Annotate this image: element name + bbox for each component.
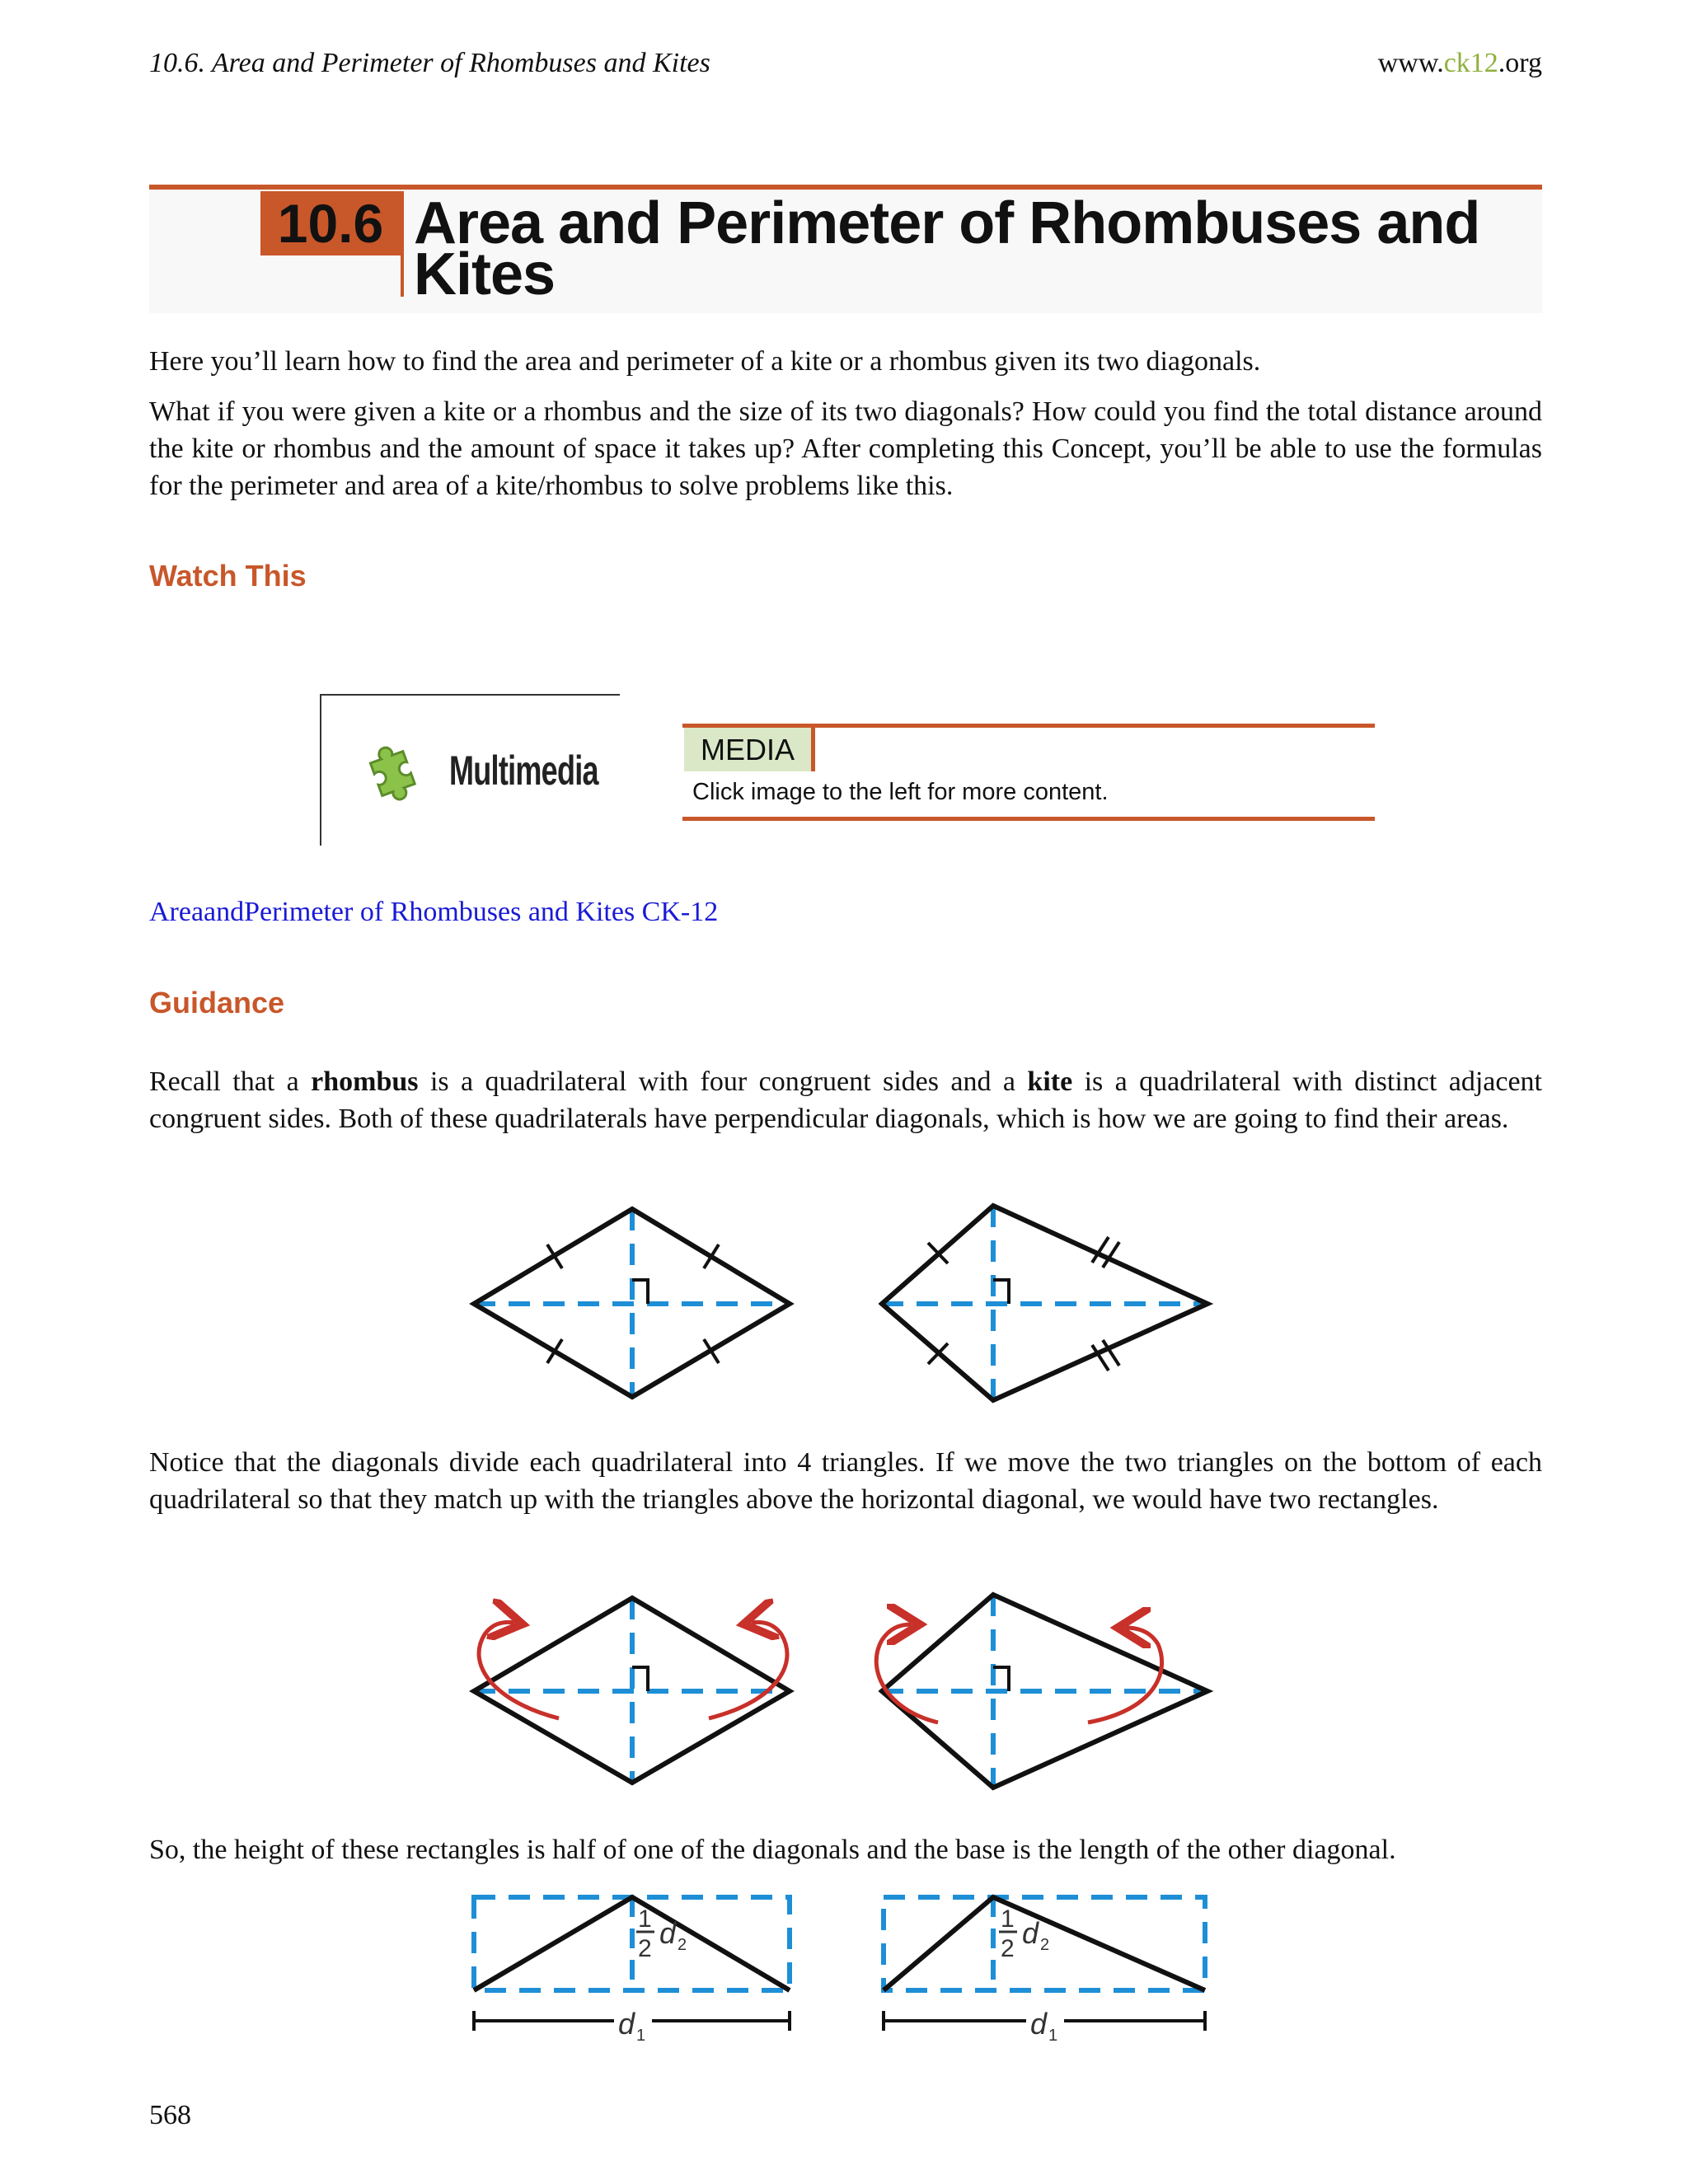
- p1-part-b: is a quadrilateral with four congruent sides and a: [418, 1066, 1028, 1097]
- rect-2-d1-sub: 1: [1048, 2027, 1058, 2045]
- chapter-title: Area and Perimeter of Rhombuses and Kites: [414, 190, 1480, 307]
- rect-1-half-num: 1: [638, 1905, 652, 1933]
- kite-shape: [882, 1206, 1207, 1400]
- chapter-number-border: [401, 191, 404, 297]
- p1-part-c: is a quadrilateral with distinct adjacent congruent sides. Both of these quadrilaterals have perpendicular diagonals, which is how we are going to find their areas.: [149, 1066, 1543, 1134]
- media-callout: [682, 724, 1375, 821]
- rect-2-d2-letter: d: [1022, 1916, 1039, 1950]
- kite-moving: [876, 1595, 1207, 1788]
- rect-1-d1-letter: d: [618, 2007, 635, 2041]
- rhombus-shape: [474, 1209, 790, 1397]
- multimedia-thumbnail[interactable]: [320, 694, 620, 846]
- puzzle-icon: [363, 737, 429, 803]
- figure-rectangles: [462, 1887, 1236, 2052]
- rect-2-half-den: 2: [1001, 1935, 1015, 1962]
- site-url[interactable]: [1378, 48, 1542, 79]
- chapter-number: 10.6: [260, 191, 401, 255]
- multimedia-label: Multimedia: [449, 748, 598, 794]
- rhombus-tick-3: [547, 1339, 562, 1363]
- site-prefix: www.: [1377, 48, 1444, 78]
- term-kite: kite: [1027, 1066, 1073, 1097]
- watch-heading: Watch This: [149, 559, 307, 593]
- rect-1-d2-sub: 2: [678, 1936, 687, 1954]
- running-title: 10.6. Area and Perimeter of Rhombuses and Kites: [149, 48, 710, 78]
- guidance-paragraph-1: [149, 1063, 1542, 1137]
- p1-part-a: Recall that a: [149, 1066, 312, 1097]
- guidance-heading: Guidance: [149, 986, 285, 1019]
- figure-moving-triangles: [462, 1586, 1236, 1793]
- rect-1-half-den: 2: [638, 1935, 652, 1962]
- rect-1-d1-sub: 1: [636, 2027, 646, 2045]
- figure-rhombus-kite: [462, 1199, 1236, 1413]
- site-suffix: .org: [1498, 48, 1542, 78]
- running-header: [149, 48, 1542, 86]
- site-brand: ck12: [1443, 48, 1498, 78]
- intro-question: What if you were given a kite or a rhombus and the size of its two diagonals? How could you find the total distance around the kite or rhombus and the amount of space it takes up? After completing this Concept, you’ll be able to use the formulas for the perimeter and area of a kite/rhombus to solve problems like this.: [149, 396, 1542, 501]
- rect-2-half-num: 1: [1001, 1905, 1015, 1933]
- arrow-left-rotate-icon: [479, 1622, 559, 1718]
- media-caption: Click image to the left for more content.: [692, 779, 1109, 805]
- rect-2-d2-sub: 2: [1040, 1936, 1050, 1954]
- guidance-paragraph-3: So, the height of these rectangles is half of one of the diagonals and the base is the length of the other diagonal.: [149, 1835, 1396, 1865]
- intro-summary: Here you’ll learn how to find the area and perimeter of a kite or a rhombus given its two diagonals.: [149, 346, 1261, 377]
- guidance-paragraph-2: Notice that the diagonals divide each quadrilateral into 4 triangles. If we move the two triangles on the bottom of each quadrilateral so that they match up with the triangles above the horizontal diagonal, we would have two rectangles.: [149, 1447, 1542, 1515]
- rect-2-d1-letter: d: [1030, 2007, 1048, 2041]
- term-rhombus: rhombus: [311, 1066, 419, 1097]
- rhombus-rectangle: [474, 1897, 790, 2045]
- rect-1-d2-letter: d: [659, 1916, 677, 1950]
- media-label: MEDIA: [684, 728, 815, 771]
- arrow-kite-left-rotate-icon: [876, 1624, 938, 1722]
- arrow-right-rotate-icon: [709, 1622, 787, 1718]
- kite-rectangle: [884, 1897, 1205, 2045]
- page-number: 568: [149, 2100, 191, 2130]
- rhombus-moving: [474, 1598, 790, 1783]
- video-link[interactable]: AreaandPerimeter of Rhombuses and Kites CK-12: [149, 897, 719, 927]
